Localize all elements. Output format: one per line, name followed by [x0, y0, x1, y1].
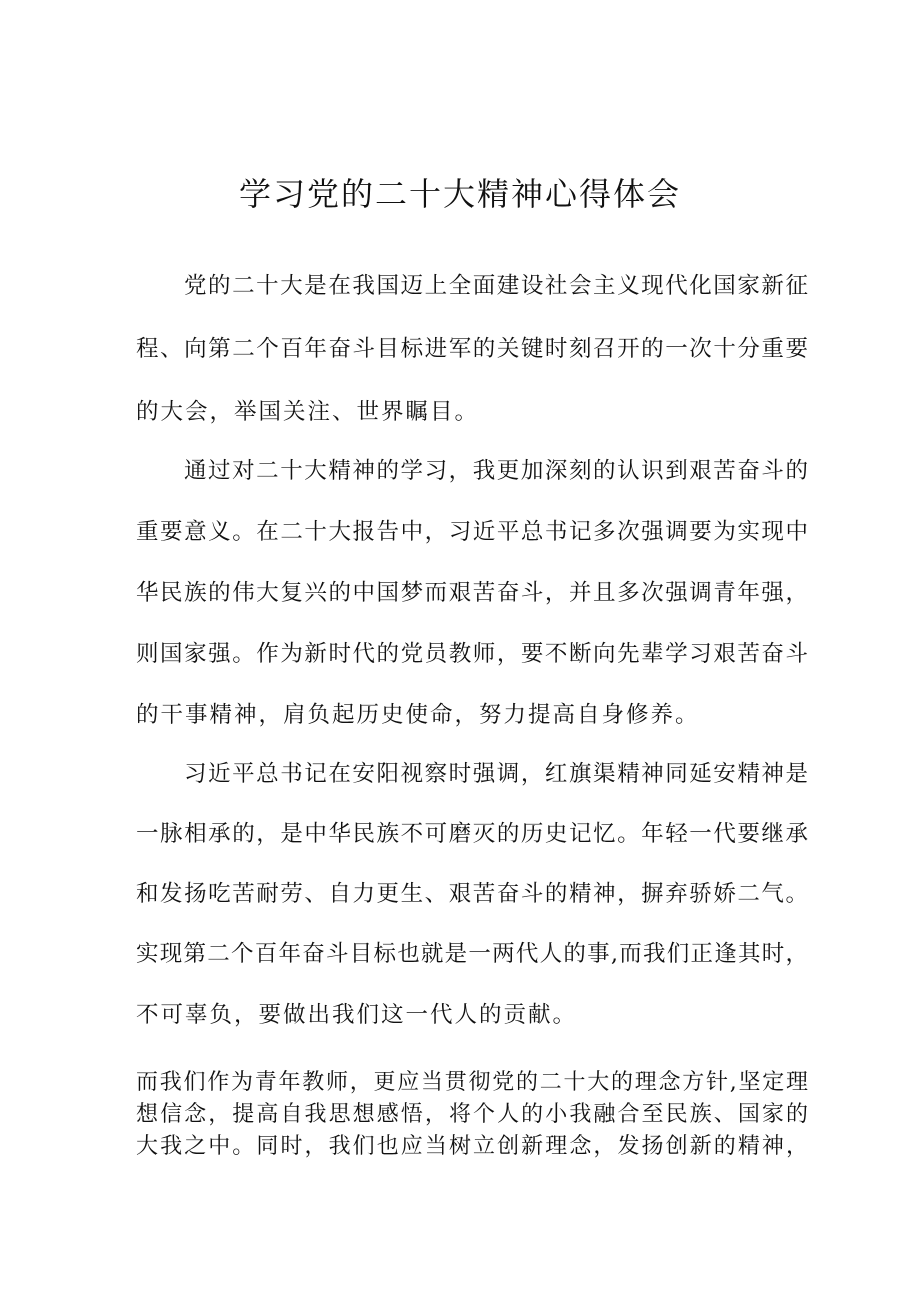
paragraph-1-line-1: 党的二十大是在我国迈上全面建设社会主义现代化国家新征 [184, 273, 808, 299]
paragraph-2-line-4: 则国家强。作为新时代的党员教师，要不断向先辈学习艰苦奋斗 [136, 641, 808, 667]
paragraph-2-line-2: 重要意义。在二十大报告中，习近平总书记多次强调要为实现中 [136, 519, 808, 545]
paragraph-2-line-3: 华民族的伟大复兴的中国梦而艰苦奋斗，并且多次强调青年强， [136, 580, 808, 606]
paragraph-3-line-3: 和发扬吃苦耐劳、自力更生、艰苦奋斗的精神，摒弃骄娇二气。 [136, 881, 808, 907]
paragraph-4-line-3: 大我之中。同时，我们也应当树立创新理念，发扬创新的精神， [136, 1134, 808, 1159]
paragraph-3-line-5: 不可辜负，要做出我们这一代人的贡献。 [136, 1002, 578, 1028]
paragraph-3-line-1: 习近平总书记在安阳视察时强调，红旗渠精神同延安精神是 [184, 761, 808, 787]
paragraph-2-line-5: 的干事精神，肩负起历史使命，努力提高自身修养。 [136, 702, 700, 728]
paragraph-4-line-2: 想信念，提高自我思想感悟，将个人的小我融合至民族、国家的 [136, 1102, 808, 1127]
paragraph-1-line-3: 的大会，举国关注、世界瞩目。 [136, 399, 480, 425]
paragraph-4-line-1: 而我们作为青年教师，更应当贯彻党的二十大的理念方针,坚定理 [136, 1070, 808, 1095]
paragraph-2-line-1: 通过对二十大精神的学习，我更加深刻的认识到艰苦奋斗的 [184, 458, 808, 484]
paragraph-3-line-2: 一脉相承的，是中华民族不可磨灭的历史记忆。年轻一代要继承 [136, 821, 808, 847]
paragraph-3-line-4: 实现第二个百年奋斗目标也就是一两代人的事,而我们正逢其时， [136, 941, 808, 967]
document-title: 学习党的二十大精神心得体会 [238, 175, 681, 213]
paragraph-1-line-2: 程、向第二个百年奋斗目标进军的关键时刻召开的一次十分重要 [136, 336, 808, 362]
